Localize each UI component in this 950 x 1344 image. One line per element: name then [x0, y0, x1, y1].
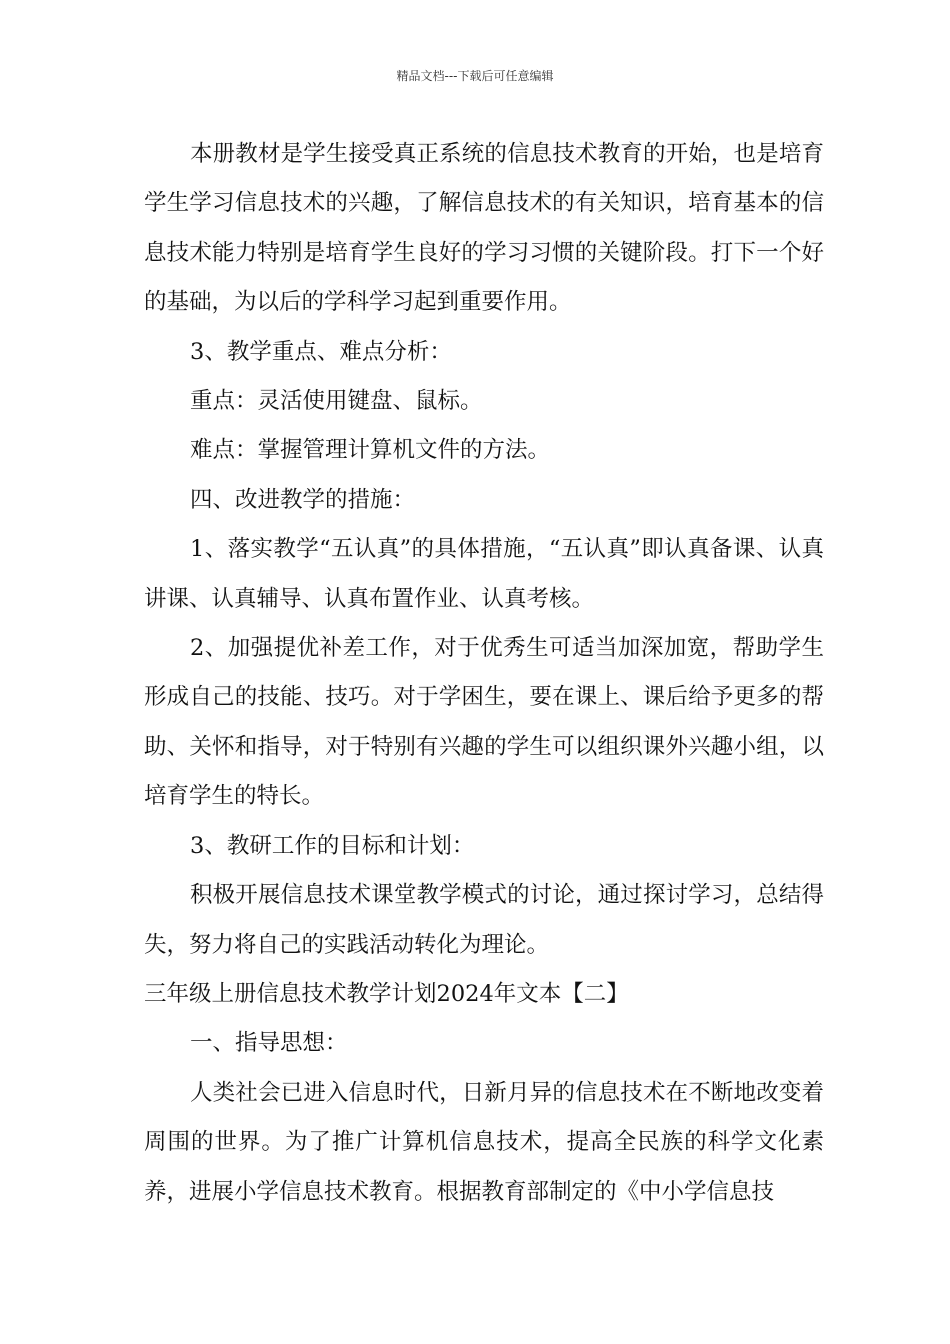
document-body [144, 130, 824, 1217]
paragraph-textbook-intro: 本册教材是学生接受真正系统的信息技术教育的开始，也是培育学生学习信息技术的兴趣，了解信息技术的有关知识，培育基本的信息技术能力特别是培育学生良好的学习习惯的关键阶段。打下一个好的基础，为以后的学科学习起到重要作用。 [144, 141, 824, 316]
page-header: 精品文档---下载后可任意编辑 [396, 69, 554, 83]
heading-research-goals: 3、教研工作的目标和计划： [190, 832, 475, 859]
paragraph-tutoring: 2、加强提优补差工作，对于优秀生可适当加深加宽，帮助学生形成自己的技能、技巧。对于学困生，要在课上、课后给予更多的帮助、关怀和指导，对于特别有兴趣的学生可以组织课外兴趣小组，以培育学生的特长。 [144, 635, 824, 810]
paragraph-information-age: 人类社会已进入信息时代，日新月异的信息技术在不断地改变着周围的世界。为了推广计算机信息技术，提高全民族的科学文化素养，进展小学信息技术教育。根据教育部制定的《中小学信息技 [144, 1079, 824, 1205]
heading-guiding-ideology: 一、指导思想： [190, 1030, 348, 1057]
heading-key-difficult-points: 3、教学重点、难点分析： [190, 338, 452, 365]
section-title-text-two: 三年级上册信息技术教学计划2024年文本【二】 [144, 980, 629, 1007]
paragraph-difficult-point: 难点：掌握管理计算机文件的方法。 [190, 437, 551, 464]
paragraph-research-plan: 积极开展信息技术课堂教学模式的讨论，通过探讨学习，总结得失，努力将自己的实践活动转化为理论。 [144, 882, 824, 958]
paragraph-five-earnest: 1、落实教学“五认真”的具体措施，“五认真”即认真备课、认真讲课、认真辅导、认真布置作业、认真考核。 [144, 536, 824, 612]
paragraph-key-point: 重点：灵活使用键盘、鼠标。 [190, 388, 483, 415]
heading-improvement-measures: 四、改进教学的措施： [190, 486, 416, 513]
